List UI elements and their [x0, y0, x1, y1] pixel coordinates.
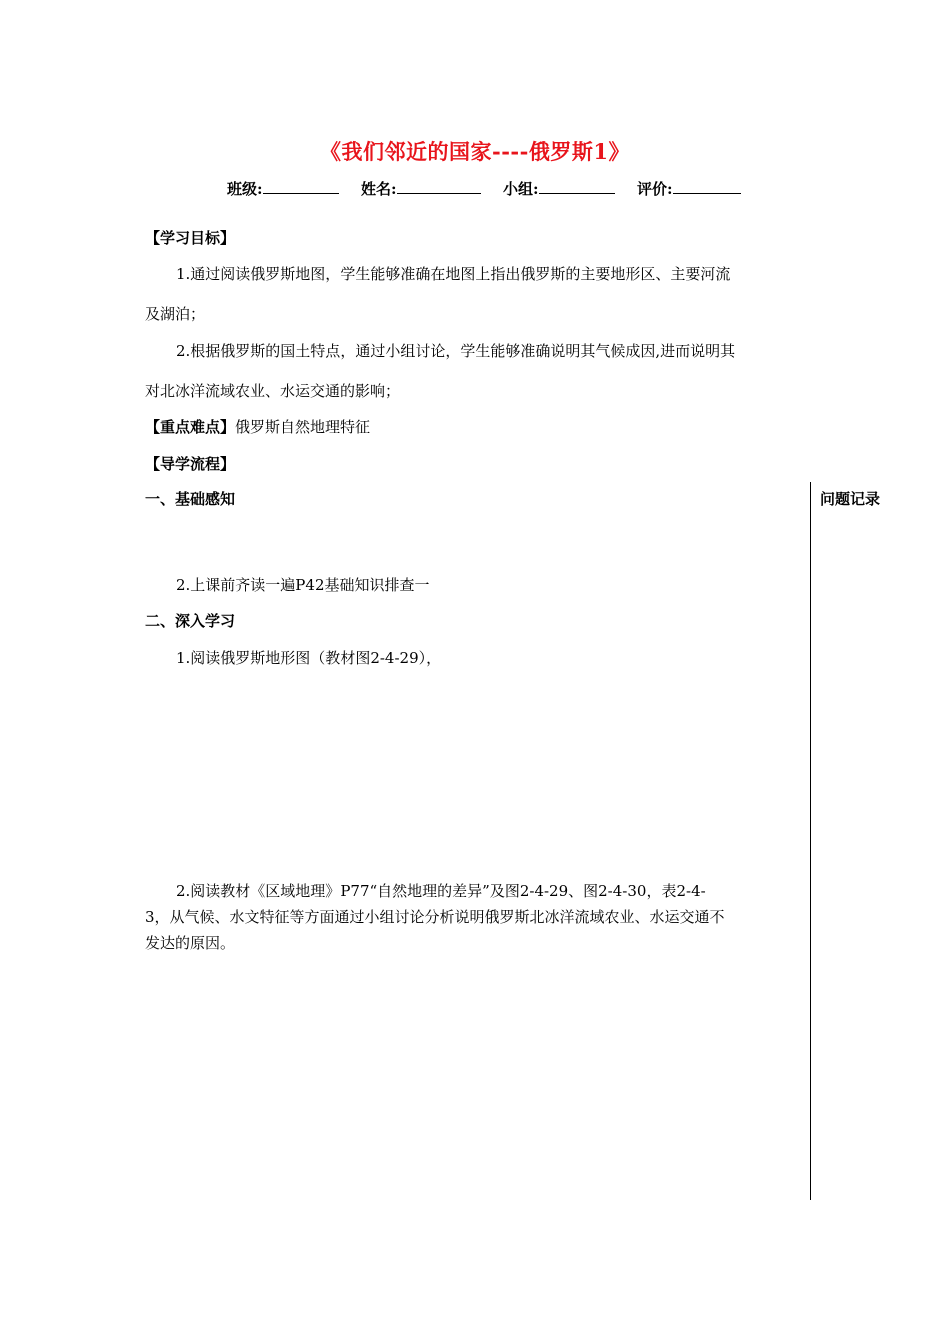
group-field[interactable] [503, 178, 615, 199]
objective-1-line-2: 及湖泊； [145, 305, 206, 323]
objective-2-line-1: 2.根据俄罗斯的国土特点，通过小组讨论，学生能够准确说明其气候成因,进而说明其 [176, 342, 736, 360]
objective-1-line-1: 1.通过阅读俄罗斯地图，学生能够准确在地图上指出俄罗斯的主要地形区、主要河流 [176, 265, 731, 283]
evaluation-field[interactable] [637, 178, 741, 199]
keypoints-heading: 【重点难点】 [145, 418, 236, 436]
section-basic-heading: 一、基础感知 [145, 490, 236, 508]
keypoints-row [145, 416, 370, 437]
group-blank[interactable] [539, 179, 615, 194]
deep-item-2-line-2: 3，从气候、水文特征等方面通过小组讨论分析说明俄罗斯北冰洋流域农业、水运交通不 [145, 908, 725, 926]
deep-item-1: 1.阅读俄罗斯地形图（教材图2-4-29）， [176, 649, 442, 667]
process-heading: 【导学流程】 [145, 455, 236, 473]
section-deep-heading: 二、深入学习 [145, 612, 236, 630]
deep-item-2-line-1: 2.阅读教材《区域地理》P77“自然地理的差异”及图2-4-29、图2-4-30，表2-4- [176, 882, 706, 900]
question-record-label: 问题记录 [820, 490, 881, 508]
evaluation-label: 评价: [637, 180, 673, 198]
name-field[interactable] [361, 178, 481, 199]
basic-item-2: 2.上课前齐读一遍P42基础知识排查一 [176, 576, 430, 594]
class-label: 班级: [227, 180, 263, 198]
group-label: 小组: [503, 180, 539, 198]
column-divider [810, 482, 811, 1200]
objective-2-line-2: 对北冰洋流域农业、水运交通的影响； [145, 382, 401, 400]
evaluation-blank[interactable] [673, 179, 741, 194]
name-blank[interactable] [397, 179, 481, 194]
objectives-heading: 【学习目标】 [145, 229, 236, 247]
page-title: 《我们邻近的国家----俄罗斯1》 [320, 139, 630, 164]
name-label: 姓名: [361, 180, 397, 198]
class-blank[interactable] [263, 179, 339, 194]
deep-item-2-line-3: 发达的原因。 [145, 934, 236, 952]
keypoints-text: 俄罗斯自然地理特征 [235, 418, 371, 436]
class-field[interactable] [227, 178, 339, 199]
